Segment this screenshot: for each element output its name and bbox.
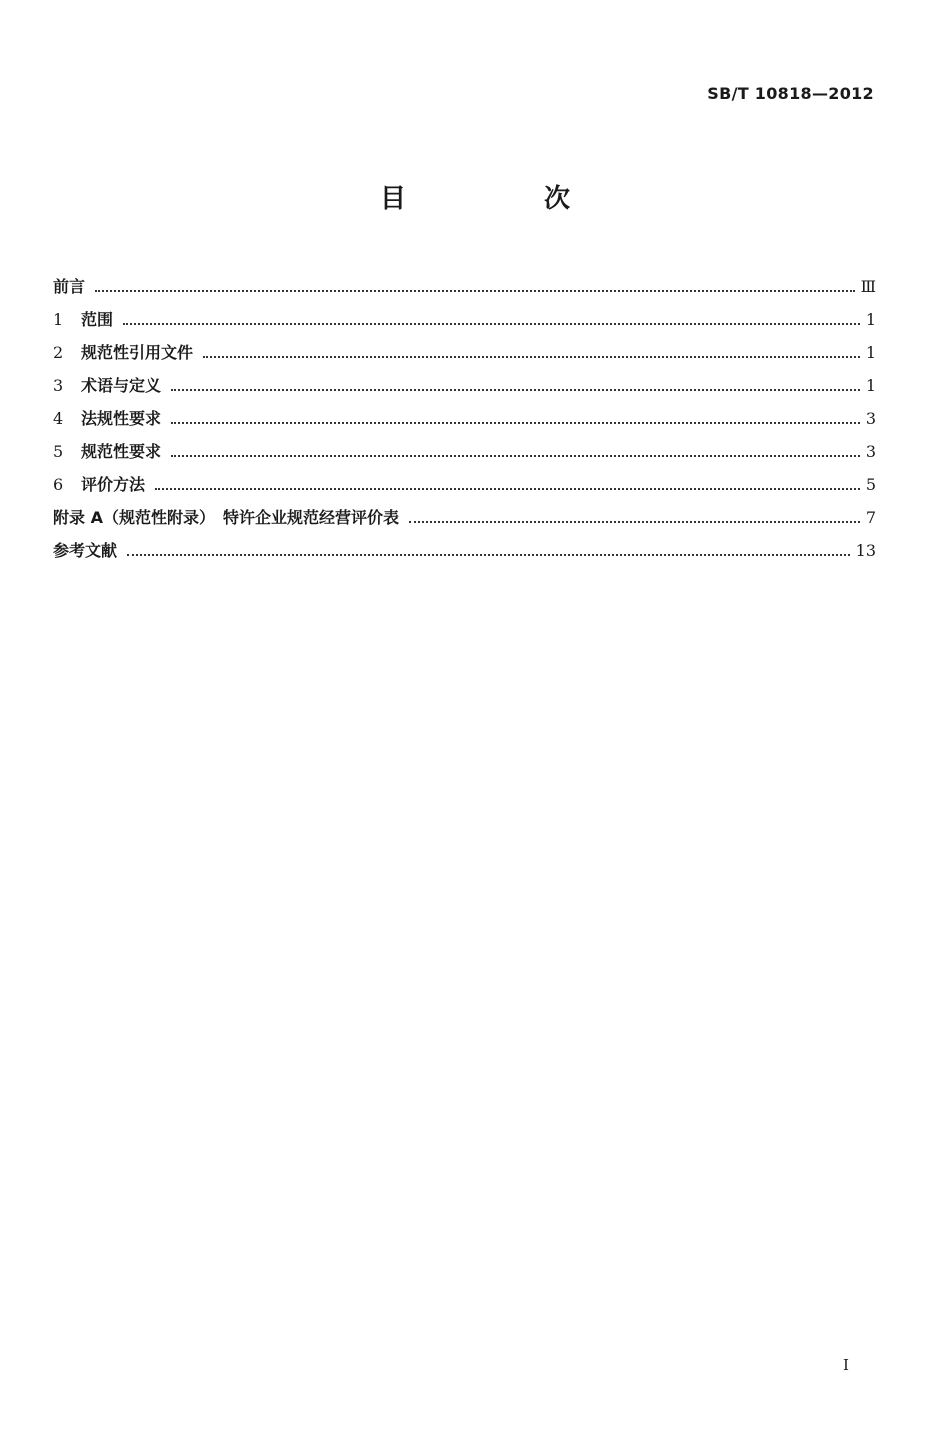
toc-label: 规范性要求 — [81, 442, 162, 461]
table-of-contents — [53, 264, 876, 561]
toc-entry-bibliography — [53, 528, 876, 561]
toc-leader-dots — [409, 520, 860, 523]
toc-page-number: 3 — [865, 442, 876, 461]
toc-label: 评价方法 — [81, 475, 146, 494]
toc-entry-normative-requirements — [53, 429, 876, 462]
toc-page-number: 5 — [865, 475, 876, 494]
toc-label: 参考文献 — [53, 541, 118, 560]
toc-section-number: 6 — [53, 475, 64, 494]
toc-section-number: 4 — [53, 409, 64, 428]
toc-entry-normative-references — [53, 330, 876, 363]
toc-label: 术语与定义 — [81, 376, 162, 395]
toc-section-number: 2 — [53, 343, 64, 362]
toc-entry-regulatory-requirements — [53, 396, 876, 429]
toc-leader-dots — [127, 553, 850, 556]
toc-page-number: 1 — [865, 343, 876, 362]
toc-leader-dots — [171, 454, 860, 457]
toc-section-number: 3 — [53, 376, 64, 395]
toc-label: 法规性要求 — [81, 409, 162, 428]
toc-entry-annex-a — [53, 495, 876, 528]
toc-section-number: 1 — [53, 310, 64, 329]
toc-leader-dots — [171, 421, 860, 424]
toc-leader-dots — [155, 487, 860, 490]
toc-page-number: 1 — [865, 376, 876, 395]
toc-leader-dots — [171, 388, 860, 391]
toc-entry-terms-definitions — [53, 363, 876, 396]
toc-label: 规范性引用文件 — [81, 343, 194, 362]
toc-entry-scope — [53, 297, 876, 330]
toc-page-number: Ⅲ — [860, 277, 876, 296]
toc-leader-dots — [203, 355, 860, 358]
toc-entry-evaluation-method — [53, 462, 876, 495]
toc-section-number: 5 — [53, 442, 64, 461]
toc-label: 范围 — [81, 310, 114, 329]
toc-label: 前言 — [53, 277, 86, 296]
toc-page-number: 13 — [855, 541, 876, 560]
toc-page-number: 1 — [865, 310, 876, 329]
toc-label: 附录 A（规范性附录） 特许企业规范经营评价表 — [53, 508, 399, 527]
toc-leader-dots — [95, 289, 855, 292]
toc-entry-foreword — [53, 264, 876, 297]
toc-page-number: 7 — [865, 508, 876, 527]
page-number: I — [843, 1356, 849, 1374]
toc-leader-dots — [123, 322, 860, 325]
toc-title: 目 次 — [379, 184, 626, 214]
standard-code: SB/T 10818—2012 — [707, 84, 874, 103]
toc-page-number: 3 — [865, 409, 876, 428]
